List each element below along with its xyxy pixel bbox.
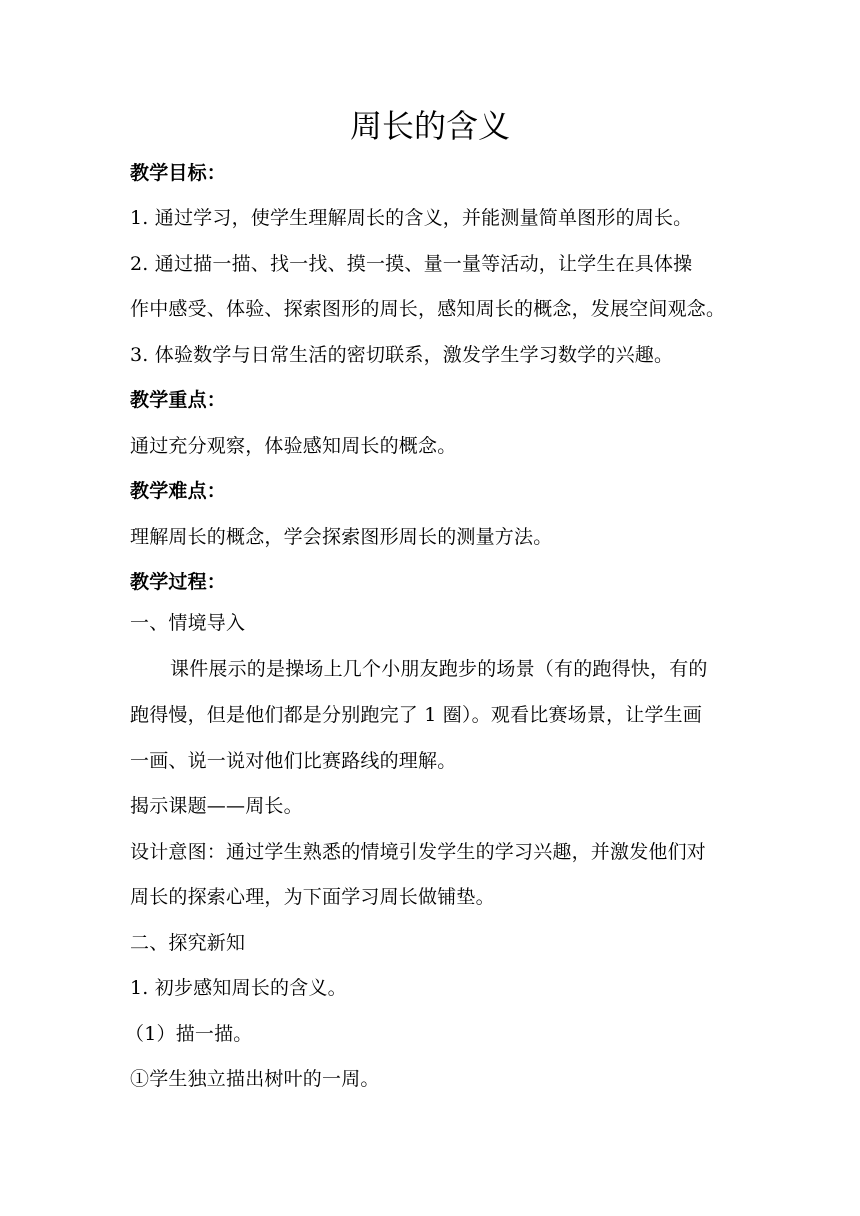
key-points-heading: 教学重点： [130,389,227,411]
objective-3: 3. 体验数学与日常生活的密切联系，激发学生学习数学的兴趣。 [130,344,674,366]
objectives-heading: 教学目标： [130,162,227,184]
section-2-heading: 二、探究新知 [130,932,246,954]
document-title: 周长的含义 [349,107,510,145]
item-1: 1. 初步感知周长的含义。 [130,977,347,999]
difficulties-text: 理解周长的概念，学会探索图形周长的测量方法。 [130,526,553,548]
circled-item-1: ①学生独立描出树叶的一周。 [130,1068,380,1090]
objective-2-line-1: 2. 通过描一描、找一找、摸一摸、量一量等活动，让学生在具体操 [130,253,693,275]
design-intent-line-1: 设计意图：通过学生熟悉的情境引发学生的学习兴趣，并激发他们对 [130,841,707,863]
key-points-text: 通过充分观察，体验感知周长的概念。 [130,435,457,457]
paragraph-1-line-3: 一画、说一说对他们比赛路线的理解。 [130,750,457,772]
process-heading: 教学过程： [130,571,227,593]
paragraph-1-line-2: 跑得慢，但是他们都是分别跑完了 1 圈）。观看比赛场景，让学生画 [130,704,703,726]
item-1-sub: （1）描一描。 [125,1023,253,1045]
section-1-heading: 一、情境导入 [130,612,246,634]
difficulties-heading: 教学难点： [130,480,227,502]
objective-2-line-2: 作中感受、体验、探索图形的周长，感知周长的概念，发展空间观念。 [130,298,726,320]
design-intent-line-2: 周长的探索心理，为下面学习周长做铺垫。 [130,886,495,908]
reveal-topic: 揭示课题——周长。 [130,795,303,817]
objective-1: 1. 通过学习，使学生理解周长的含义，并能测量简单图形的周长。 [130,207,693,229]
paragraph-1-line-1: 课件展示的是操场上几个小朋友跑步的场景（有的跑得快，有的 [170,658,708,680]
